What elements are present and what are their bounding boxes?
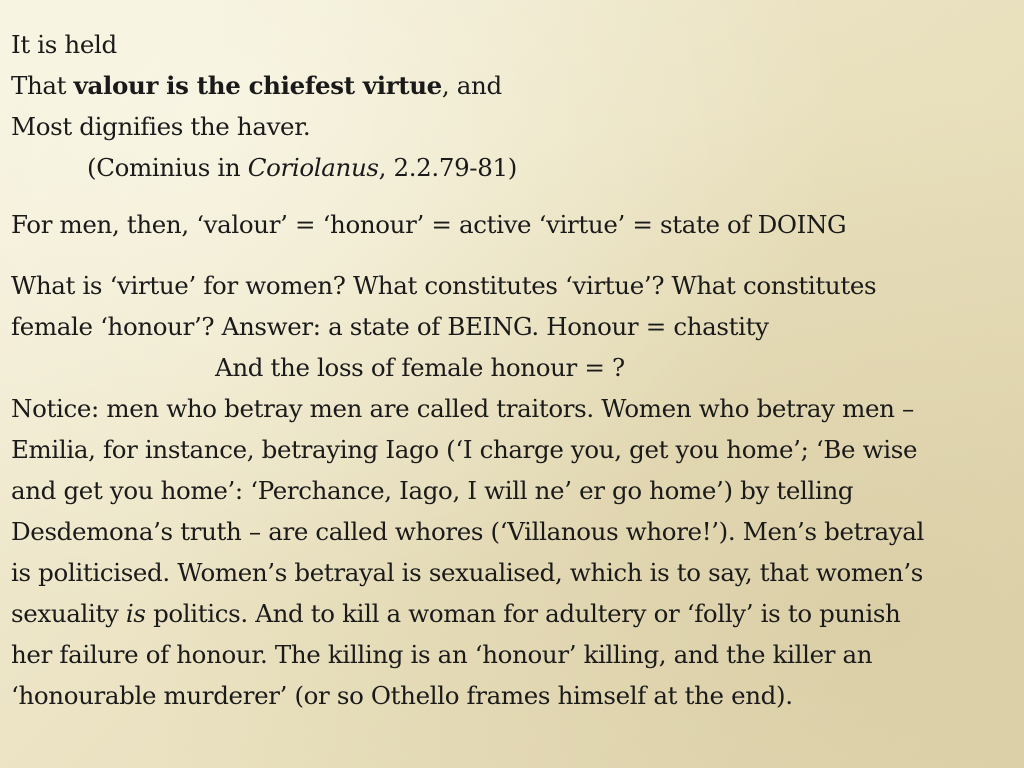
- slide-content: [11, 24, 1021, 716]
- quote-bold-phrase: valour is the chiefest virtue: [73, 71, 442, 100]
- quote-line-1: It is held: [11, 30, 117, 59]
- men-statement: For men, then, ‘valour’ = ‘honour’ = active ‘virtue’ = state of DOING: [11, 210, 847, 239]
- women-question-line-3: And the loss of female honour = ?: [215, 353, 625, 382]
- quote-line-2-pre: That: [11, 71, 74, 100]
- notice-line-2: Emilia, for instance, betraying Iago (‘I charge you, get you home’; ‘Be wise: [11, 435, 918, 464]
- notice-line-8: ‘honourable murderer’ (or so Othello frames himself at the end).: [11, 681, 793, 710]
- citation-pre: (Cominius in: [87, 153, 248, 182]
- notice-line-7: her failure of honour. The killing is an ‘honour’ killing, and the killer an: [11, 640, 873, 669]
- women-question-line-1: What is ‘virtue’ for women? What constitutes ‘virtue’? What constitutes: [11, 271, 877, 300]
- quote-line-3: Most dignifies the haver.: [11, 112, 311, 141]
- quote-line-2-post: , and: [441, 71, 502, 100]
- citation-post: , 2.2.79-81): [378, 153, 517, 182]
- notice-italic-is: is: [125, 599, 146, 628]
- women-question-line-2: female ‘honour’? Answer: a state of BEING. Honour = chastity: [11, 312, 769, 341]
- notice-line-1: Notice: men who betray men are called traitors. Women who betray men –: [11, 394, 914, 423]
- quote-line-2: [11, 65, 1021, 106]
- notice-line-4: Desdemona’s truth – are called whores (‘Villanous whore!’). Men’s betrayal: [11, 517, 924, 546]
- notice-line-5: is politicised. Women’s betrayal is sexualised, which is to say, that women’s: [11, 558, 923, 587]
- notice-line-6: [11, 593, 1021, 634]
- quote-citation: [11, 147, 1021, 188]
- citation-title: Coriolanus: [247, 153, 379, 182]
- notice-line-6-pre: sexuality: [11, 599, 126, 628]
- notice-line-6-post: politics. And to kill a woman for adultery or ‘folly’ is to punish: [145, 599, 901, 628]
- notice-line-3: and get you home’: ‘Perchance, Iago, I will ne’ er go home’) by telling: [11, 476, 854, 505]
